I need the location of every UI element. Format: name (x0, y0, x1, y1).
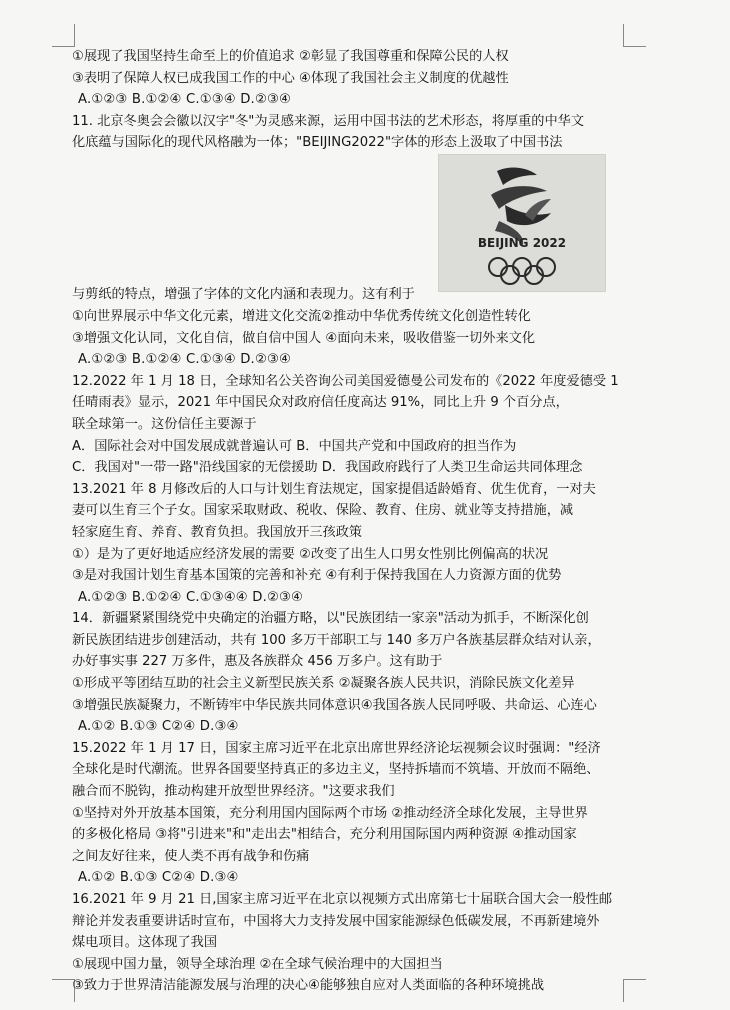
text-line: ①坚持对外开放基本国策，充分利用国内国际两个市场 ②推动经济全球化发展，主导世界 (72, 805, 588, 821)
text-line: ③表明了保障人权已成我国工作的中心 ④体现了我国社会主义制度的优越性 (72, 70, 509, 86)
emblem-graphic (439, 155, 605, 291)
emblem-text: BEIJING 2022 (477, 235, 567, 250)
text-line: 的多极化格局 ③将"引进来"和"走出去"相结合，充分利用国际国内两种资源 ④推动国家 (72, 827, 577, 843)
text-line: 之间友好往来，使人类不再有战争和伤痛 (72, 848, 310, 864)
text-line: ③是对我国计划生育基本国策的完善和补充 ④有利于保持我国在人力资源方面的优势 (72, 568, 562, 584)
question-11-text: 11. 北京冬奥会会徽以汉字"冬"为灵感来源，运用中国书法的艺术形态，将厚重的中华文 (72, 113, 585, 129)
text-line: C．我国对"一带一路"沿线国家的无偿援助 D．我国政府践行了人类卫生命运共同体理念 (72, 460, 583, 476)
text-line: ①）是为了更好地适应经济发展的需要 ②改变了出生人口男女性别比例偏高的状况 (72, 546, 549, 562)
crop-mark-top-right (623, 24, 646, 47)
text-line: A．国际社会对中国发展成就普遍认可 B．中国共产党和中国政府的担当作为 (72, 438, 517, 454)
text-line: ①向世界展示中华文化元素，增进文化交流②推动中华优秀传统文化创造性转化 (72, 308, 531, 324)
text-line: 任晴雨表》显示，2021 年中国民众对政府信任度高达 91%，同比上升 9 个百分点， (72, 395, 569, 411)
answer-options: A.①② B.①③ C②④ D.③④ (78, 719, 239, 735)
text-line: 14．新疆紧紧围绕党中央确定的治疆方略，以"民族团结一家亲"活动为抓手，不断深化创 (72, 611, 589, 627)
beijing-2022-emblem-image (438, 154, 606, 292)
text-line: 联全球第一。这份信任主要源于 (72, 416, 257, 432)
text-line: 轻家庭生育、养育、教育负担。我国放开三孩政策 (72, 524, 363, 540)
remaining-text (72, 306, 632, 997)
answer-options: A.①②③ B.①②④ C.①③④④ D.②③④ (78, 589, 304, 605)
document-body (72, 46, 632, 997)
text-line: 辩论并发表重要讲话时宣布，中国将大力支持发展中国家能源绿色低碳发展，不再新建境外 (72, 913, 600, 929)
text-line: 化底蕴与国际化的现代风格融为一体；"BEIJING2022"字体的形态上汲取了中国书法 (72, 135, 563, 151)
text-line: ③增强文化认同，文化自信，做自信中国人 ④面向未来，吸收借鉴一切外来文化 (72, 330, 536, 346)
text-line: 新民族团结进步创建活动，共有 100 多万干部职工与 140 多万户各族基层群众结对认亲， (72, 632, 601, 648)
text-line: ①展现了我国坚持生命至上的价值追求 ②彰显了我国尊重和保障公民的人权 (72, 49, 509, 64)
answer-options: A.①②③ B.①②④ C.①③④ D.②③④ (78, 352, 292, 368)
text-line: 13.2021 年 8 月修改后的人口与计划生育法规定，国家提倡适龄婚育、优生优育，一对夫 (72, 481, 596, 497)
text-line: ③增强民族凝聚力，不断铸牢中华民族共同体意识④我国各族人民同呼吸、共命运、心连心 (72, 697, 597, 713)
question-11-continued: 与剪纸的特点，增强了字体的文化内涵和表现力。这有利于 (72, 287, 415, 303)
text-line: 煤电项目。这体现了我国 (72, 935, 218, 951)
text-line: ①形成平等团结互助的社会主义新型民族关系 ②凝聚各族人民共识，消除民族文化差异 (72, 676, 575, 692)
text-line: ①展现中国力量，领导全球治理 ②在全球气候治理中的大国担当 (72, 956, 443, 972)
text-line: 融合而不脱钩，推动构建开放型世界经济。"这要求我们 (72, 784, 395, 800)
text-line: 办好事实事 227 万多件，惠及各族群众 456 万多户。这有助于 (72, 654, 443, 670)
logo-row (72, 154, 632, 306)
text-line: 全球化是时代潮流。世界各国要坚持真正的多边主义，坚持拆墙而不筑墙、开放而不隔绝、 (72, 762, 600, 778)
text-line: 16.2021 年 9 月 21 日,国家主席习近平在北京以视频方式出席第七十届联合国大会一般性邮 (72, 892, 613, 907)
text-line: ③致力于世界清洁能源发展与治理的决心④能够独自应对人类面临的各种环境挑战 (72, 978, 545, 994)
text-line: 12.2022 年 1 月 18 日，全球知名公关咨询公司美国爱德曼公司发布的《2022 年度爱德受 1 (72, 373, 619, 389)
text-line: 妻可以生育三个子女。国家采取财政、税收、保险、教育、住房、就业等支持措施，减 (72, 503, 574, 519)
crop-mark-top-left (52, 24, 75, 47)
text-line: 15.2022 年 1 月 17 日，国家主席习近平在北京出席世界经济论坛视频会议时强调："经济 (72, 740, 601, 756)
answer-options: A.①②③ B.①②④ C.①③④ D.②③④ (78, 92, 292, 108)
answer-options: A.①② B.①③ C②④ D.③④ (78, 870, 239, 886)
